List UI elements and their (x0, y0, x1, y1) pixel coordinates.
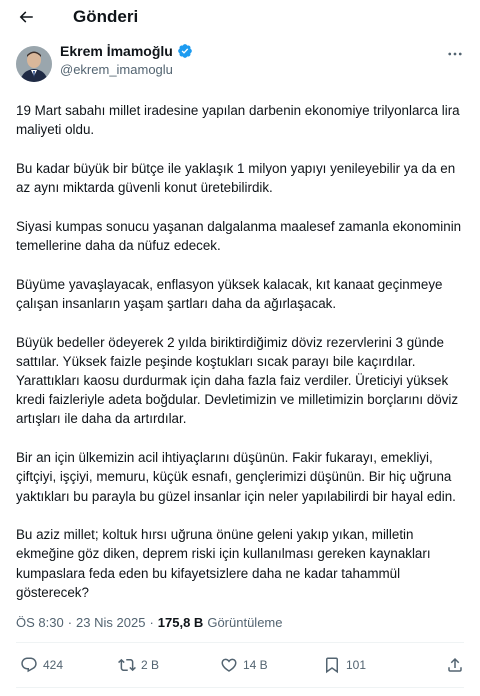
tweet-paragraph: Bu aziz millet; koltuk hırsı uğruna önüne geleni yakıp yıkan, milletin ekmeğine göz diken, deprem riski için kullanılması gereken kaynakları kumpaslara feda eden bu kifayetsizlere daha ne kadar tahammül gösterecek? (16, 527, 431, 600)
tweet-paragraph: Bir an için ülkemizin acil ihtiyaçlarını düşünün. Fakir fukarayı, emekliyi, çiftçiyi, işçiyi, memuru, küçük esnafı, gençlerimizi düşünün. Bir hiç uğruna yaktıkları bu parayla bu güzel insanlar için neler yapılabilirdi bir hayal edin. (16, 450, 456, 504)
avatar[interactable] (16, 46, 52, 82)
bookmark-button[interactable] (323, 656, 426, 674)
author-handle[interactable]: @ekrem_imamoglu (60, 62, 173, 77)
back-arrow-icon (17, 8, 35, 26)
verified-badge-icon (177, 43, 193, 59)
meta-separator: · (149, 614, 154, 630)
tweet-meta (0, 614, 480, 630)
tweet-text (0, 101, 480, 602)
like-count: 14 B (243, 658, 268, 673)
views-label: Görüntüleme (207, 614, 283, 630)
page-title: Gönderi (73, 6, 139, 26)
share-icon (446, 656, 464, 674)
more-button[interactable] (446, 45, 464, 68)
views-count: 175,8 B (157, 614, 204, 630)
reply-icon (20, 656, 38, 674)
reply-count: 424 (43, 658, 64, 673)
author-name[interactable]: Ekrem İmamoğlu (60, 43, 173, 59)
like-button[interactable] (220, 656, 323, 674)
tweet-paragraph: 19 Mart sabahı millet iradesine yapılan darbenin ekonomiye trilyonlarca lira maliyeti oldu. (16, 103, 460, 138)
divider (16, 687, 464, 688)
tweet-paragraph: Büyük bedeller ödeyerek 2 yılda biriktirdiğimiz döviz rezervlerini 3 günde sattılar. Yüksek faizle peşinde koştukları sıcak parayı bile kaçırdılar. Yarattıkları kaosu durdurmak için daha fazla faiz verdiler. Üreticiyi yüksek kredi faizleriyle adeta boğdular. Devletimizin ve milletimizin borçlarını döviz artışları ile daha da artırdılar. (16, 334, 459, 427)
tweet-date[interactable]: 23 Nis 2025 (76, 614, 146, 630)
back-button[interactable] (15, 6, 37, 28)
top-bar (0, 0, 480, 33)
repost-button[interactable] (118, 656, 220, 674)
tweet-paragraph: Siyasi kumpas sonucu yaşanan dalgalanma maalesef zamanla ekonominin temellerine daha da nüfuz edecek. (16, 218, 462, 254)
repost-count: 2 B (141, 658, 160, 673)
heart-icon (220, 656, 238, 674)
tweet-paragraph: Bu kadar büyük bir bütçe ile yaklaşık 1 milyon yapıyı yenileyebilir ya da en az aynı miktarda güvenli konut üretebilirdik. (16, 160, 456, 196)
tweet-time[interactable]: ÖS 8:30 (16, 614, 64, 630)
bookmark-count: 101 (346, 658, 367, 673)
bookmark-icon (323, 656, 341, 674)
tweet-paragraph: Büyüme yavaşlayacak, enflasyon yüksek kalacak, kıt kanaat geçinmeye çalışan insanların yaşam şartları daha da ağırlaşacak. (16, 276, 443, 311)
reply-button[interactable] (20, 656, 118, 674)
repost-icon (118, 656, 136, 674)
meta-separator: · (67, 614, 73, 630)
tweet-author (0, 33, 480, 82)
more-icon (446, 45, 464, 63)
share-button[interactable] (446, 656, 464, 674)
action-bar (0, 643, 480, 687)
